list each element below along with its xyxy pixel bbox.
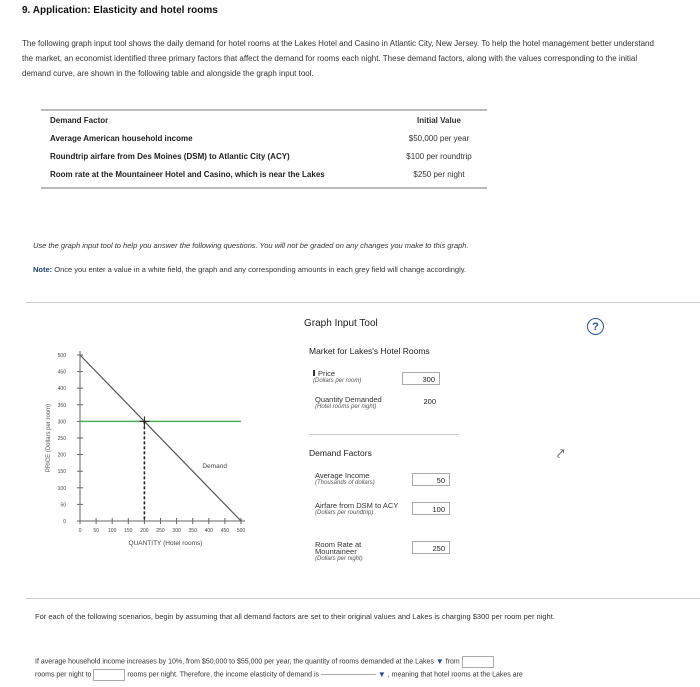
airfare-unit: (Dollars per roundtrip) [315, 510, 374, 516]
y-tick-label: 300 [57, 419, 66, 426]
airfare-input[interactable]: 100 [412, 502, 450, 515]
y-tick-label: 250 [57, 436, 66, 442]
income-unit: (Thousands of dollars) [315, 480, 375, 486]
question-title: 9. Application: Elasticity and hotel rooms [22, 5, 218, 16]
x-tick-label: 450 [220, 528, 230, 534]
x-axis-label: QUANTITY (Hotel rooms) [128, 540, 203, 547]
price-item [313, 370, 361, 385]
divider [309, 434, 459, 435]
x-tick-label: 100 [108, 528, 117, 534]
airfare-label: Airfare from DSM to ACY [315, 501, 399, 510]
scenario-intro: For each of the following scenarios, begin by assuming that all demand factors are set to their original values and Lakes is charging $300 per room per night. [35, 612, 555, 621]
panel-bottom-divider [26, 598, 700, 599]
note-body: Once you enter a value in a white field, the graph and any corresponding amounts in each grey field will change accordingly. [52, 265, 467, 274]
table-row [41, 129, 487, 147]
graph-tool-title: Graph Input Tool [304, 318, 378, 329]
income-elasticity-select[interactable] [321, 674, 376, 675]
quantity-unit: (Hotel rooms per night) [315, 404, 377, 410]
x-tick-label: 400 [204, 528, 213, 534]
airfare-item [315, 502, 403, 517]
demand-chart [36, 345, 266, 560]
col-factor-header: Demand Factor [50, 115, 109, 125]
y-tick-label: 200 [57, 452, 66, 459]
q1-text-a: If average household income increases by 10%, from $50,000 to $55,000 per year, the quantity of rooms demanded at the Lakes [35, 658, 434, 666]
price-label: Price [318, 369, 336, 378]
x-tick-label: 350 [188, 528, 197, 534]
q1-text-b: from [445, 658, 460, 666]
room-rate-input[interactable]: 250 [412, 541, 450, 554]
y-tick-label: 400 [57, 386, 66, 393]
question-1 [35, 655, 700, 682]
col-initial-header: Initial Value [416, 115, 461, 125]
q1-text-e: , meaning that hotel rooms at the Lakes are [387, 671, 523, 679]
value-income: $50,000 per year [408, 133, 470, 143]
factor-room-rate: Room rate at the Mountaineer Hotel and Casino, which is near the Lakes [50, 169, 325, 179]
market-title: Market for Lakes's Hotel Rooms [309, 346, 430, 356]
quantity-from-input[interactable] [462, 656, 494, 668]
y-axis-label: PRICE (Dollars per room) [46, 403, 52, 473]
room-rate-unit: (Dollars per night) [315, 556, 363, 562]
y-tick-label: 500 [57, 353, 66, 359]
x-tick-label: 0 [78, 528, 82, 534]
quantity-to-input[interactable] [93, 669, 125, 681]
y-tick-label: 100 [57, 485, 66, 492]
table-header [41, 111, 487, 129]
price-unit: (Dollars per room) [313, 378, 362, 384]
price-input[interactable]: 300 [402, 372, 440, 385]
table-row [41, 165, 487, 183]
income-input[interactable]: 50 [412, 473, 450, 486]
value-room-rate: $250 per night [413, 169, 465, 179]
instructions-text: Use the graph input tool to help you answer the following questions. You will not be graded on any changes you make to this graph. [33, 241, 469, 250]
quantity-value: 200 [423, 397, 436, 406]
demand-factors-title: Demand Factors [309, 448, 372, 458]
x-tick-label: 200 [140, 528, 149, 534]
demand-factor-table [41, 109, 487, 189]
value-airfare: $100 per roundtrip [406, 151, 472, 161]
room-rate-item [315, 541, 395, 563]
x-tick-label: 500 [236, 528, 246, 534]
room-rate-label: Room Rate at Mountaineer [315, 540, 362, 556]
factor-income: Average American household income [50, 133, 193, 143]
change-dropdown-arrow-icon[interactable]: ▼ [435, 657, 444, 666]
quantity-label: Quantity Demanded [315, 395, 382, 404]
income-item [315, 472, 395, 487]
note-text [33, 265, 466, 274]
note-label: Note: [33, 265, 53, 274]
demand-curve [80, 355, 241, 521]
y-tick-label: 0 [63, 519, 66, 525]
x-tick-label: 150 [124, 528, 133, 534]
y-tick-label: 150 [57, 469, 66, 476]
income-label: Average Income [315, 471, 370, 480]
pointer-cursor-icon: ⤤ [557, 446, 565, 461]
x-tick-label: 250 [156, 528, 165, 534]
table-row [41, 147, 487, 165]
x-tick-label: 50 [93, 528, 99, 534]
price-marker-icon [313, 370, 315, 376]
q1-text-d: rooms per night. Therefore, the income elasticity of demand is [127, 671, 320, 679]
help-icon[interactable]: ? [587, 318, 604, 335]
x-tick-label: 300 [172, 528, 181, 534]
y-tick-label: 50 [60, 502, 66, 509]
y-tick-label: 450 [57, 369, 66, 376]
q1-text-c: rooms per night to [35, 671, 92, 679]
intro-paragraph: The following graph input tool shows the daily demand for hotel rooms at the Lakes Hotel and Casino in Atlantic City, New Jersey. To help the hotel management better understand the market, an economist identified three primary factors that affect the demand for rooms each night. These demand factors, along with the values corresponding to the initial demand curve, are shown in the following table and alongside the graph input tool. [22, 39, 654, 78]
demand-label: Demand [202, 462, 227, 470]
factor-airfare: Roundtrip airfare from Des Moines (DSM) to Atlantic City (ACY) [50, 151, 290, 161]
y-tick-label: 350 [57, 402, 66, 409]
elasticity-dropdown-arrow-icon[interactable]: ▼ [377, 670, 386, 680]
quantity-item [315, 396, 395, 411]
